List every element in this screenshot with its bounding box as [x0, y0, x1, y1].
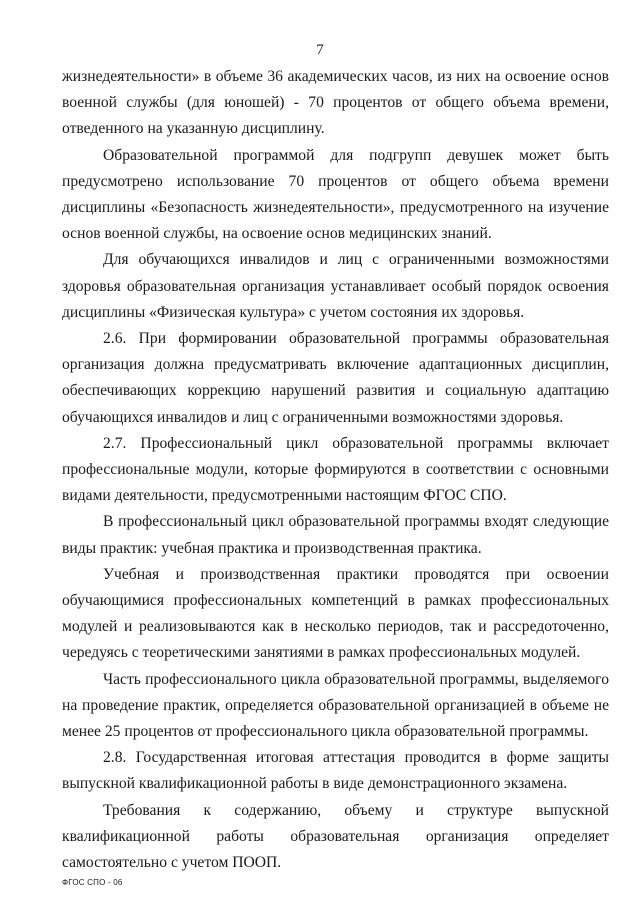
paragraph-practice-types: В профессиональный цикл образовательной программы входят следующие виды практик: учебная практика и производственная практика.	[62, 513, 609, 557]
paragraph-disabled-students: Для обучающихся инвалидов и лиц с ограниченными возможностями здоровья образовательная организация устанавливает особый порядок освоения дисциплины «Физическая культура» с учетом состояния их здоровья.	[62, 251, 609, 321]
paragraph-section-2-6: 2.6. При формировании образовательной программы образовательная организация должна предусматривать включение адаптационных дисциплин, обеспечивающих коррекцию нарушений развития и социальную адаптацию обучающихся инвалидов и лиц с ограниченными возможностями здоровья.	[62, 330, 609, 426]
paragraph-girls-subgroups: Образовательной программой для подгрупп девушек может быть предусмотрено использование 70 процентов от общего объема времени дисциплины «Безопасность жизнедеятельности», предусмотренного на изучение основ военной службы, на освоение основ медицинских знаний.	[62, 146, 609, 243]
footer-label: ФГОС СПО - 06	[62, 878, 123, 887]
paragraph-section-2-8: 2.8. Государственная итоговая аттестация проводится в форме защиты выпускной квалификационной работы в виде демонстрационного экзамена.	[62, 749, 609, 793]
page-number: 7	[316, 42, 324, 58]
paragraph-thesis-requirements: Требования к содержанию, объему и структуре выпускной квалификационной работы образовательная организация определяет самостоятельно с учетом ПООП.	[62, 801, 609, 872]
paragraph-section-2-7: 2.7. Профессиональный цикл образовательной программы включает профессиональные модули, которые формируются в соответствии с основными видами деятельности, предусмотренными настоящим ФГОС СПО.	[62, 434, 609, 505]
paragraph-practice-share: Часть профессионального цикла образовательной программы, выделяемого на проведение практик, определяется образовательной организацией в объеме не менее 25 процентов от профессионального цикла образовательной программы.	[62, 670, 609, 741]
paragraph-continuation: жизнедеятельности» в объеме 36 академических часов, из них на освоение основ военной службы (для юношей) - 70 процентов от общего объема времени, отведенного на указанную дисциплину.	[62, 68, 609, 138]
document-body	[62, 64, 609, 876]
paragraph-practice-conduct: Учебная и производственная практики проводятся при освоении обучающимися профессиональных компетенций в рамках профессиональных модулей и реализовываются как в несколько периодов, так и рассредоточенно, чередуясь с теоретическими занятиями в рамках профессиональных модулей.	[62, 565, 609, 662]
